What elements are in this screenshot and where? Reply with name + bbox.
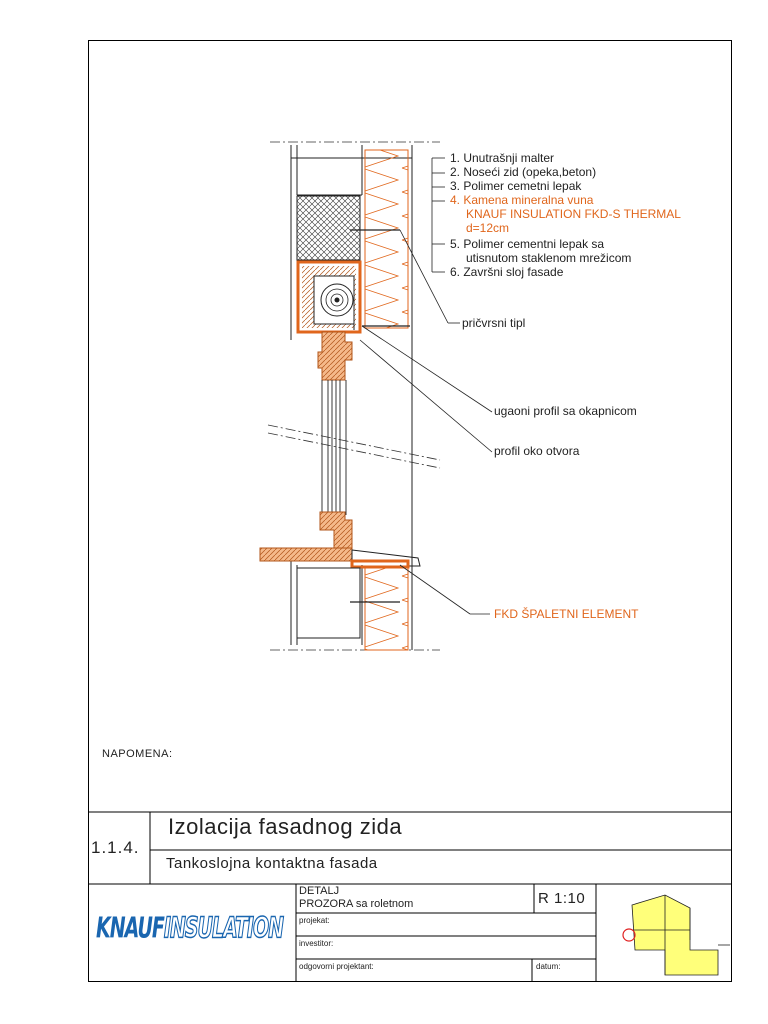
concrete-lintel bbox=[297, 196, 360, 260]
scale-label: R 1:10 bbox=[538, 890, 586, 907]
reveal-insulation-element bbox=[352, 561, 408, 567]
layer-1-label: 1. Unutrašnji malter bbox=[450, 151, 555, 165]
date-label: datum: bbox=[536, 962, 561, 971]
layer-5-label-cont: utisnutom staklenom mrežicom bbox=[466, 251, 632, 265]
house-thumbnail bbox=[623, 895, 730, 975]
project-label: projekat: bbox=[299, 916, 330, 925]
interior-window-sill bbox=[260, 548, 352, 561]
layer-3-label: 3. Polimer cemetni lepak bbox=[450, 179, 582, 193]
note-label: NAPOMENA: bbox=[102, 748, 173, 760]
detail-line-1: DETALJ bbox=[299, 885, 340, 897]
drawing-title: Izolacija fasadnog zida bbox=[168, 814, 403, 839]
detail-number: 1.1.4. bbox=[91, 838, 140, 857]
detail-description bbox=[299, 885, 413, 911]
reveal-element-callout: FKD ŠPALETNI ELEMENT bbox=[494, 607, 639, 621]
investor-label: investitor: bbox=[299, 939, 334, 948]
layer-4-label: 4. Kamena mineralna vuna bbox=[450, 193, 594, 207]
anchor-callout: pričvrsni tipl bbox=[462, 316, 526, 330]
detail-line-2: PROZORA sa roletnom bbox=[299, 898, 414, 910]
window-frame-top bbox=[318, 332, 352, 380]
knauf-insulation-logo: KNAUFINSULATION bbox=[96, 912, 284, 945]
layer-5-label: 5. Polimer cementni lepak sa bbox=[450, 237, 605, 251]
mineral-wool-insulation-lower bbox=[365, 566, 408, 650]
glazing bbox=[322, 380, 346, 515]
mineral-wool-insulation bbox=[365, 150, 408, 328]
layer-6-label: 6. Završni sloj fasade bbox=[450, 265, 564, 279]
lower-wall-box bbox=[297, 568, 360, 638]
shutter-box bbox=[298, 262, 360, 332]
exterior-drip-sill bbox=[352, 550, 420, 566]
layer-4-product: KNAUF INSULATION FKD-S THERMAL bbox=[466, 207, 681, 221]
designer-label: odgovorni projektant: bbox=[299, 962, 374, 971]
layer-4-thickness: d=12cm bbox=[466, 221, 510, 235]
window-frame-bottom bbox=[320, 512, 352, 548]
drawing-subtitle: Tankoslojna kontaktna fasada bbox=[166, 855, 378, 872]
opening-profile-callout: profil oko otvora bbox=[494, 444, 580, 458]
corner-profile-callout: ugaoni profil sa okapnicom bbox=[494, 404, 637, 418]
layer-2-label: 2. Noseći zid (opeka,beton) bbox=[450, 165, 597, 179]
